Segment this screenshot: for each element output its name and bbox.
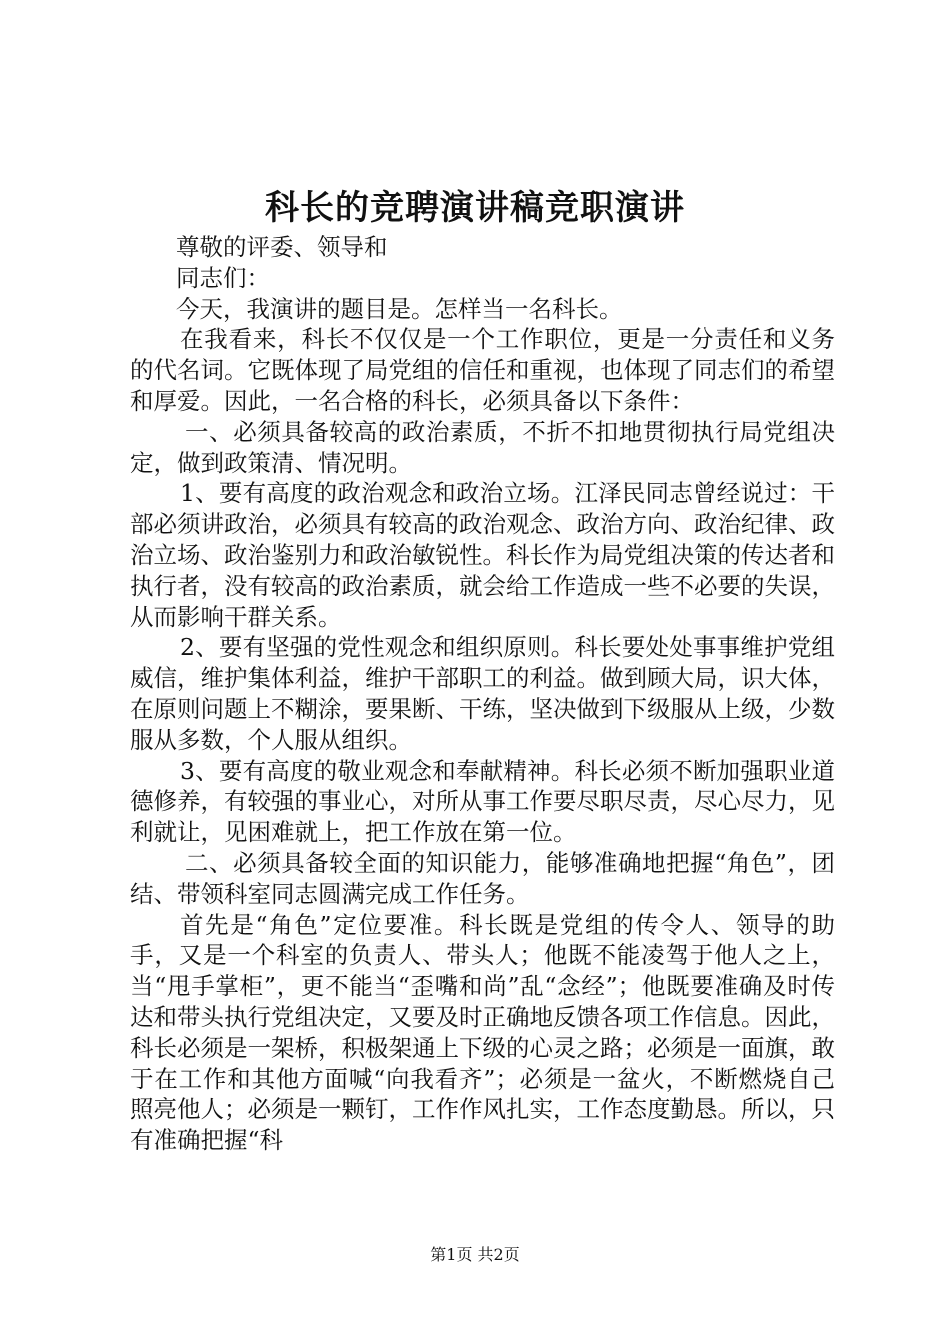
section-heading-2: 二、必须具备较全面的知识能力，能够准确地把握“角色”，团结、带领科室同志圆满完成工作任务。 — [130, 848, 835, 908]
paragraph-point-3: 3、要有高度的敬业观念和奉献精神。科长必须不断加强职业道德修养，有较强的事业心，对所从事工作要尽职尽责，尽心尽力，见利就让，见困难就上，把工作放在第一位。 — [130, 756, 835, 847]
paragraph-topic: 今天，我演讲的题目是。怎样当一名科长。 — [176, 294, 623, 323]
salutation-line-2: 同志们： — [176, 263, 270, 292]
section-heading-1: 一、必须具备较高的政治素质，不折不扣地贯彻执行局党组决定，做到政策清、情况明。 — [130, 417, 835, 477]
paragraph-intro: 在我看来，科长不仅仅是一个工作职位，更是一分责任和义务的代名词。它既体现了局党组的信任和重视，也体现了同志们的希望和厚爱。因此，一名合格的科长，必须具备以下条件： — [130, 325, 835, 415]
document-body — [130, 232, 835, 1156]
salutation-line-1: 尊敬的评委、领导和 — [176, 233, 388, 261]
paragraph-role: 首先是“角色”定位要准。科长既是党组的传令人、领导的助手，又是一个科室的负责人、带头人；他既不能凌驾于他人之上，当“甩手掌柜”，更不能当“歪嘴和尚”乱“念经”；他既要准确及时传达和带头执行党组决定，又要及时正确地反馈各项工作信息。因此，科长必须是一架桥，积极架通上下级的心灵之路；必须是一面旗，敢于在工作和其他方面喊“向我看齐”；必须是一盆火，不断燃烧自己照亮他人；必须是一颗钉，工作作风扎实，工作态度勤恳。所以，只有准确把握“科 — [130, 910, 835, 1155]
paragraph-point-1: 1、要有高度的政治观念和政治立场。江泽民同志曾经说过：干部必须讲政治，必须具有较高的政治观念、政治方向、政治纪律、政治立场、政治鉴别力和政治敏锐性。科长作为局党组决策的传达者和执行者，没有较高的政治素质，就会给工作造成一些不必要的失误，从而影响干群关系。 — [130, 479, 835, 631]
document-title: 科长的竞聘演讲稿竞职演讲 — [265, 188, 685, 228]
paragraph-point-2: 2、要有坚强的党性观念和组织原则。科长要处处事事维护党组威信，维护集体利益，维护干部职工的利益。做到顾大局，识大体，在原则问题上不糊涂，要果断、干练，坚决做到下级服从上级，少数服从多数，个人服从组织。 — [130, 633, 835, 754]
page-footer: 第1页 共2页 — [430, 1245, 520, 1264]
